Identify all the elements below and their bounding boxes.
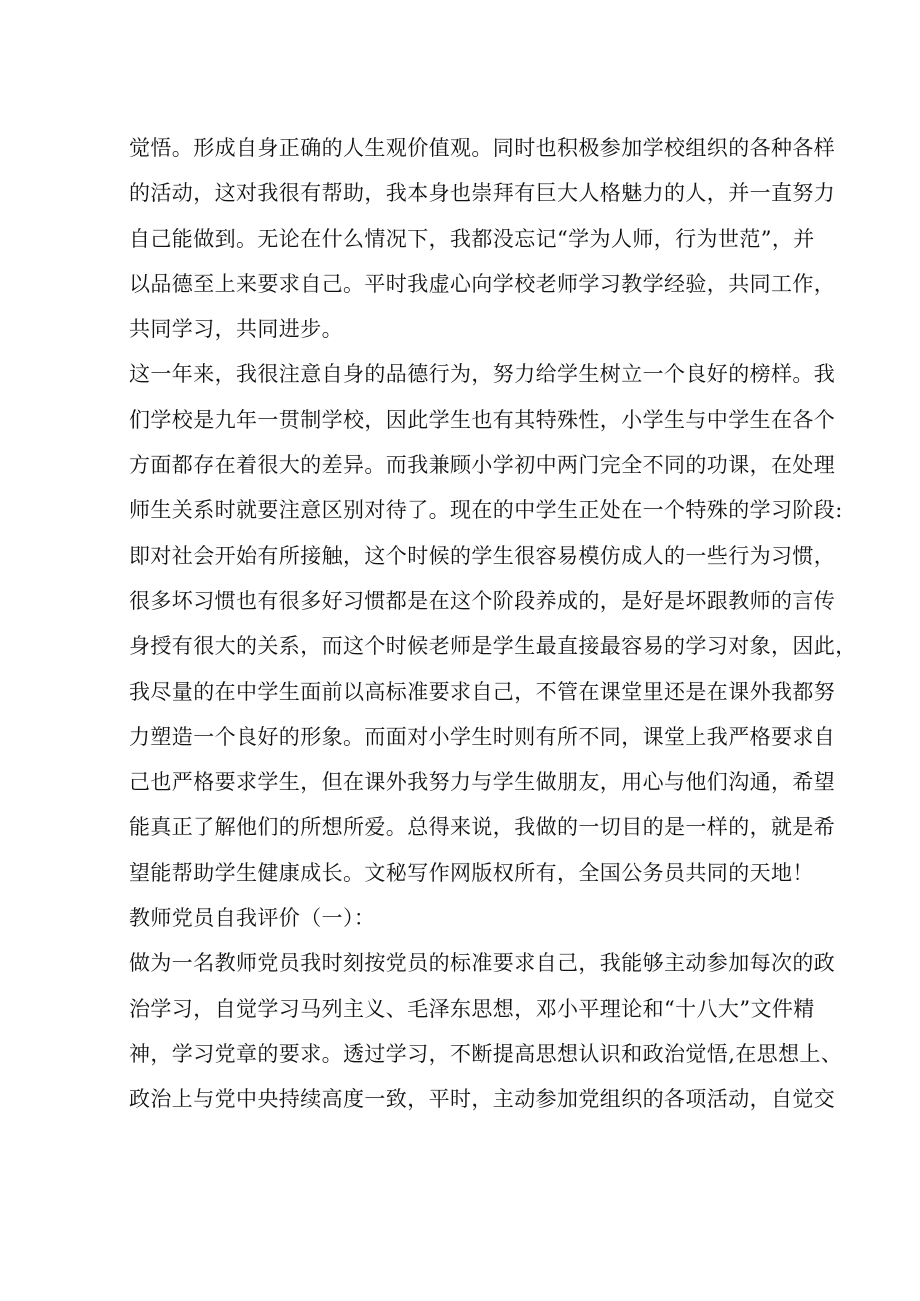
text-line: 觉悟。形成自身正确的人生观价值观。同时也积极参加学校组织的各种各样: [129, 136, 836, 160]
text-line: 己也严格要求学生，但在课外我努力与学生做朋友，用心与他们沟通，希望: [129, 770, 836, 795]
body-text: [129, 126, 857, 1123]
text-line: 的活动，这对我很有帮助，我本身也崇拜有巨大人格魅力的人，并一直努力: [129, 181, 836, 206]
text-line: 这一年来，我很注意自身的品德行为，努力给学生树立一个良好的榜样。我: [129, 362, 836, 387]
text-line: 望能帮助学生健康成长。文秘写作网版权所有，全国公务员共同的天地！: [129, 860, 814, 885]
text-line: 以品德至上来要求自己。平时我虚心向学校老师学习教学经验，共同工作，: [129, 271, 836, 296]
text-line: 治学习，自觉学习马列主义、毛泽东思想，邓小平理论和“十八大”文件精: [129, 996, 815, 1021]
text-line: 能真正了解他们的所想所爱。总得来说，我做的一切目的是一样的，就是希: [129, 815, 836, 840]
text-line: 做为一名教师党员我时刻按党员的标准要求自己，我能够主动参加每次的政: [129, 951, 836, 976]
text-line: 很多坏习惯也有很多好习惯都是在这个阶段养成的，是好是坏跟教师的言传: [129, 588, 836, 613]
text-line: 政治上与党中央持续高度一致，平时，主动参加党组织的各项活动，自觉交: [129, 1087, 836, 1112]
section-heading: 教师党员自我评价（一）：: [129, 906, 376, 931]
text-line: 即对社会开始有所接触，这个时候的学生很容易模仿成人的一些行为习惯，: [129, 543, 836, 568]
text-line: 们学校是九年一贯制学校，因此学生也有其特殊性，小学生与中学生在各个: [129, 407, 836, 432]
text-line: 我尽量的在中学生面前以高标准要求自己，不管在课堂里还是在课外我都努: [129, 679, 836, 704]
text-line: 力塑造一个良好的形象。而面对小学生时则有所不同，课堂上我严格要求自: [129, 724, 836, 749]
text-line: 方面都存在着很大的差异。而我兼顾小学初中两门完全不同的功课，在处理: [129, 453, 836, 478]
text-line: 共同学习，共同进步。: [129, 317, 343, 342]
text-line: 师生关系时就要注意区别对待了。现在的中学生正处在一个特殊的学习阶段:: [129, 498, 843, 523]
text-line: 身授有很大的关系，而这个时候老师是学生最直接最容易的学习对象，因此，: [129, 634, 857, 659]
text-line: 神，学习党章的要求。透过学习，不断提高思想认识和政治觉悟,在思想上、: [129, 1041, 843, 1066]
text-line: 自己能做到。无论在什么情况下，我都没忘记“学为人师，行为世范”，并: [129, 226, 815, 251]
